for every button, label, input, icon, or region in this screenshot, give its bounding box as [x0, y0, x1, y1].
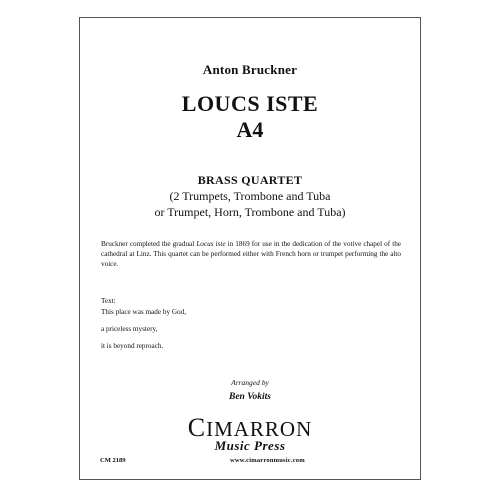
piece-title: LOUCS ISTE — [181, 91, 319, 116]
text-heading: Text: — [101, 297, 116, 305]
text-line: This place was made by God, — [101, 308, 187, 316]
arranged-by-label: Arranged by — [231, 378, 269, 387]
publisher-name-rest: IMARRON — [206, 417, 313, 441]
text-line: a priceless mystery, — [101, 325, 158, 333]
publisher-name — [80, 413, 420, 442]
publisher-logo — [80, 413, 420, 453]
instrumentation-line-1: (2 Trumpets, Trombone and Tuba — [169, 189, 331, 203]
score-cover-page — [79, 17, 421, 480]
catalog-number: CM 2189 — [100, 457, 126, 464]
instrumentation-line-2: or Trumpet, Horn, Trombone and Tuba) — [154, 205, 346, 219]
description-italic-title: Locus iste — [196, 240, 226, 248]
composer-name: Anton Bruckner — [202, 62, 298, 77]
description-paragraph — [101, 239, 401, 270]
text-line: it is beyond reproach. — [101, 342, 164, 350]
description-part-2: in 1869 for use in the dedication of the votive chapel of the cathedral at Linz. This quartet can be performed either with French horn or trumpet performing the alto voice. — [101, 240, 401, 269]
piece-subtitle: A4 — [236, 117, 264, 142]
arranger-name: Ben Vokits — [229, 392, 271, 402]
publisher-name-initial: C — [187, 413, 207, 442]
publisher-url: www.cimarronmusic.com — [230, 457, 305, 464]
ensemble-label: BRASS QUARTET — [197, 173, 303, 187]
description-part-1: Bruckner completed the gradual — [101, 240, 197, 248]
publisher-subtitle: Music Press — [214, 438, 286, 453]
